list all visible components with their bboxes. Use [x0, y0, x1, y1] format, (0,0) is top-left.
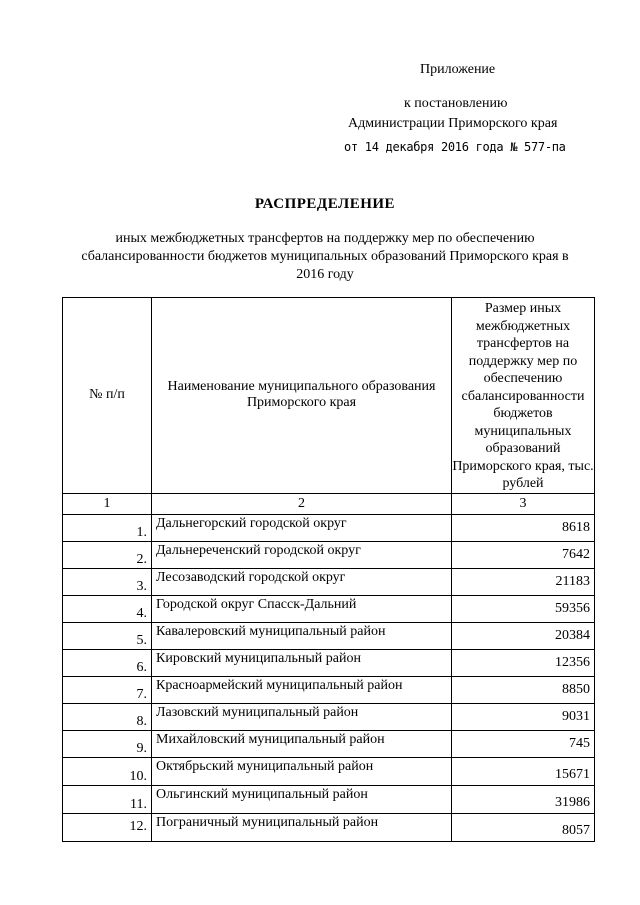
- transfer-amount: 8057: [452, 813, 595, 841]
- row-number: 6.: [63, 649, 152, 676]
- document-title: РАСПРЕДЕЛЕНИЕ: [254, 196, 396, 212]
- table-row: [63, 568, 595, 595]
- transfer-amount: 8850: [452, 676, 595, 703]
- row-number: 3.: [63, 568, 152, 595]
- transfer-amount: 31986: [452, 785, 595, 813]
- row-number: 7.: [63, 676, 152, 703]
- transfer-amount: 21183: [452, 568, 595, 595]
- row-number: 4.: [63, 595, 152, 622]
- table-row: [63, 757, 595, 785]
- row-number: 12.: [63, 813, 152, 841]
- table-row: [63, 541, 595, 568]
- municipality-name: Кировский муниципальный район: [152, 649, 452, 676]
- transfer-amount: 59356: [452, 595, 595, 622]
- column-number: 3: [452, 493, 595, 514]
- table-row: [63, 622, 595, 649]
- column-header-amount: Размер иных межбюджетных трансфертов на поддержку мер по обеспечению сбалансированности бюджетов муниципальных образований Приморского края, тыс. рублей: [452, 298, 595, 494]
- row-number: 10.: [63, 757, 152, 785]
- municipality-name: Городской округ Спасск-Дальний: [152, 595, 452, 622]
- column-header-number: № п/п: [63, 298, 152, 494]
- transfer-amount: 15671: [452, 757, 595, 785]
- municipality-name: Пограничный муниципальный район: [152, 813, 452, 841]
- municipality-name: Кавалеровский муниципальный район: [152, 622, 452, 649]
- table-row: [63, 649, 595, 676]
- transfer-amount: 12356: [452, 649, 595, 676]
- transfer-amount: 8618: [452, 514, 595, 541]
- table-row: [63, 785, 595, 813]
- transfer-amount: 745: [452, 730, 595, 757]
- table-row: [63, 595, 595, 622]
- transfer-amount: 9031: [452, 703, 595, 730]
- table-row: [63, 514, 595, 541]
- municipality-name: Лесозаводский городской округ: [152, 568, 452, 595]
- row-number: 1.: [63, 514, 152, 541]
- column-number: 2: [152, 493, 452, 514]
- row-number: 9.: [63, 730, 152, 757]
- column-number: 1: [63, 493, 152, 514]
- table-row: [63, 703, 595, 730]
- appendix-date-number: от 14 декабря 2016 года № 577-па: [344, 140, 566, 154]
- appendix-resolution-label: к постановлению: [404, 96, 508, 111]
- table-row: [63, 676, 595, 703]
- column-number-row: [63, 493, 595, 514]
- municipality-name: Ольгинский муниципальный район: [152, 785, 452, 813]
- appendix-label: Приложение: [420, 62, 496, 77]
- municipality-name: Дальнереченский городской округ: [152, 541, 452, 568]
- distribution-table: [62, 297, 595, 842]
- municipality-name: Октябрьский муниципальный район: [152, 757, 452, 785]
- row-number: 2.: [63, 541, 152, 568]
- row-number: 8.: [63, 703, 152, 730]
- row-number: 5.: [63, 622, 152, 649]
- municipality-name: Михайловский муниципальный район: [152, 730, 452, 757]
- document-subtitle: иных межбюджетных трансфертов на поддержку мер по обеспечению сбалансированности бюджетов муниципальных образований Приморского края в 2016 году: [81, 231, 569, 282]
- transfer-amount: 7642: [452, 541, 595, 568]
- transfer-amount: 20384: [452, 622, 595, 649]
- appendix-authority: Администрации Приморского края: [348, 116, 558, 131]
- municipality-name: Лазовский муниципальный район: [152, 703, 452, 730]
- table-row: [63, 813, 595, 841]
- municipality-name: Красноармейский муниципальный район: [152, 676, 452, 703]
- municipality-name: Дальнегорский городской округ: [152, 514, 452, 541]
- row-number: 11.: [63, 785, 152, 813]
- table-row: [63, 730, 595, 757]
- column-header-name: Наименование муниципального образования Приморского края: [152, 298, 452, 494]
- table-header-row: [63, 298, 595, 494]
